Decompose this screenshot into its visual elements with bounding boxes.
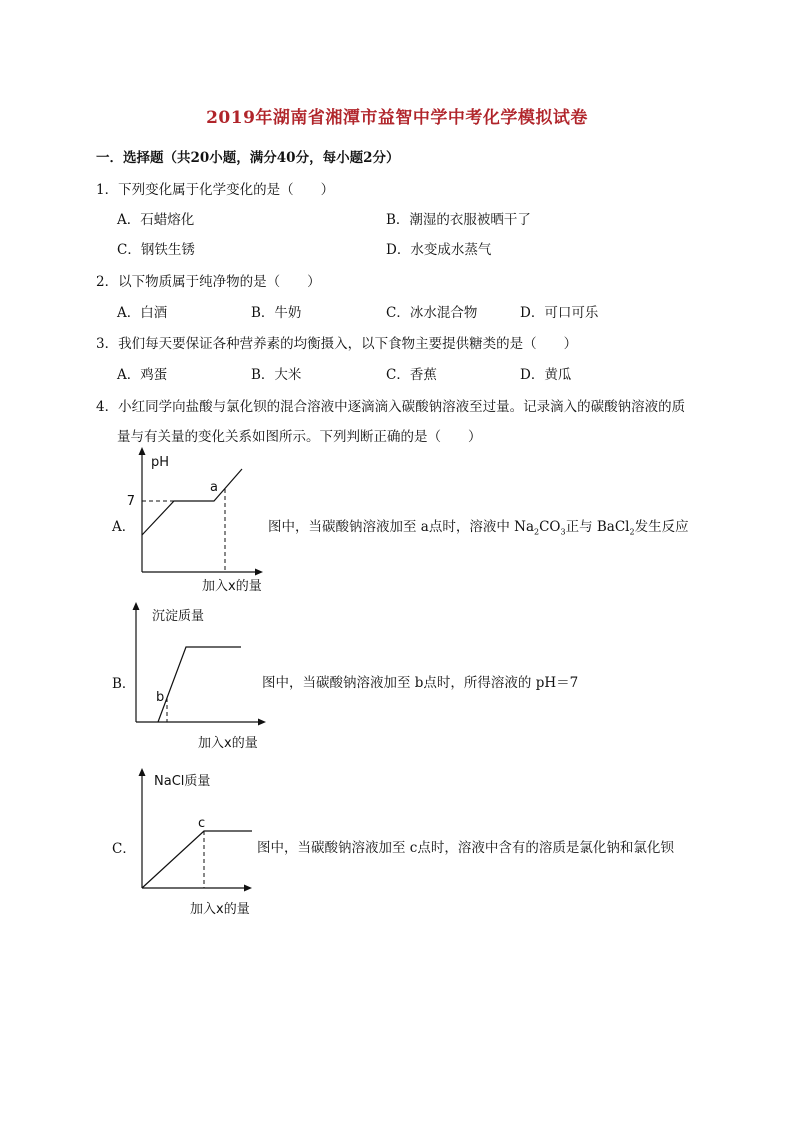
chart-a-tick-7: 7 <box>126 494 135 509</box>
x-axis-arrow-icon <box>258 719 266 726</box>
q1-option-a: A．石蜡熔化 <box>117 212 195 228</box>
q3-option-d: D．黄瓜 <box>520 367 572 383</box>
q4-choice-c-letter: C． <box>112 841 136 857</box>
subscript-2: 2 <box>534 527 540 537</box>
question-4-stem-line-2: 量与有关量的变化关系如图所示。下列判断正确的是（ ） <box>117 429 482 445</box>
q1-option-b: B．潮湿的衣服被晒干了 <box>386 212 531 228</box>
choice-a-text-part: 正与 BaCl <box>565 519 630 535</box>
x-axis-arrow-icon <box>244 885 252 892</box>
chart-b-point-b: b <box>156 690 165 705</box>
chart-c-point-c: c <box>198 816 206 831</box>
chart-b-precipitate-curve <box>158 647 241 722</box>
y-axis-arrow-icon <box>133 602 140 610</box>
question-3-stem: 3．我们每天要保证各种营养素的均衡摄入，以下食物主要提供糖类的是（ ） <box>96 336 578 352</box>
q4-choice-c-text: 图中，当碳酸钠溶液加至 c点时，溶液中含有的溶质是氯化钠和氯化钡 <box>257 840 674 856</box>
q4-choice-a-text <box>268 515 689 537</box>
y-axis-arrow-icon <box>139 768 146 776</box>
q2-option-b: B．牛奶 <box>251 305 302 321</box>
q2-option-d: D．可口可乐 <box>520 305 599 321</box>
q1-option-d: D．水变成水蒸气 <box>386 242 492 258</box>
chart-a-xlabel: 加入x的量 <box>202 579 262 594</box>
choice-a-text-part: CO <box>539 519 561 535</box>
q4-choice-a-letter: A． <box>112 519 136 535</box>
q4-choice-b-text: 图中，当碳酸钠溶液加至 b点时，所得溶液的 pH＝7 <box>262 675 579 691</box>
chart-b-ylabel: 沉淀质量 <box>152 609 205 624</box>
chart-a-point-a: a <box>210 480 218 495</box>
subscript-2: 2 <box>629 527 635 537</box>
q3-option-b: B．大米 <box>251 367 302 383</box>
y-axis-arrow-icon <box>139 447 146 455</box>
chart-a-ph-curve <box>142 469 242 535</box>
q4-chart-c <box>132 768 272 918</box>
page-title: 2019年湖南省湘潭市益智中学中考化学模拟试卷 <box>206 108 588 128</box>
q4-choice-b-letter: B． <box>112 676 136 692</box>
q4-chart-a <box>126 447 270 597</box>
chart-c-xlabel: 加入x的量 <box>190 902 250 917</box>
subscript-3: 3 <box>560 527 566 537</box>
chart-c-ylabel: NaCl质量 <box>154 774 211 789</box>
section-heading: 一．选择题（共20小题，满分40分，每小题2分） <box>96 150 400 166</box>
q1-option-c: C．钢铁生锈 <box>117 242 195 258</box>
question-4-stem-line-1: 4．小红同学向盐酸与氯化钡的混合溶液中逐滴滴入碳酸钠溶液至过量。记录滴入的碳酸钠溶液的质 <box>96 399 686 415</box>
choice-a-text-part: 发生反应 <box>634 519 689 535</box>
question-2-stem: 2．以下物质属于纯净物的是（ ） <box>96 274 321 290</box>
q2-option-a: A．白酒 <box>117 305 168 321</box>
choice-a-text-part: 图中，当碳酸钠溶液加至 a点时，溶液中 Na <box>268 519 534 535</box>
q4-chart-b <box>126 602 266 752</box>
q3-option-a: A．鸡蛋 <box>117 367 168 383</box>
q2-option-c: C．冰水混合物 <box>386 305 478 321</box>
q3-option-c: C．香蕉 <box>386 367 437 383</box>
chart-c-nacl-curve <box>142 831 252 888</box>
chart-a-ylabel: pH <box>151 455 170 470</box>
question-1-stem: 1．下列变化属于化学变化的是（ ） <box>96 182 335 198</box>
chart-b-xlabel: 加入x的量 <box>198 736 258 751</box>
